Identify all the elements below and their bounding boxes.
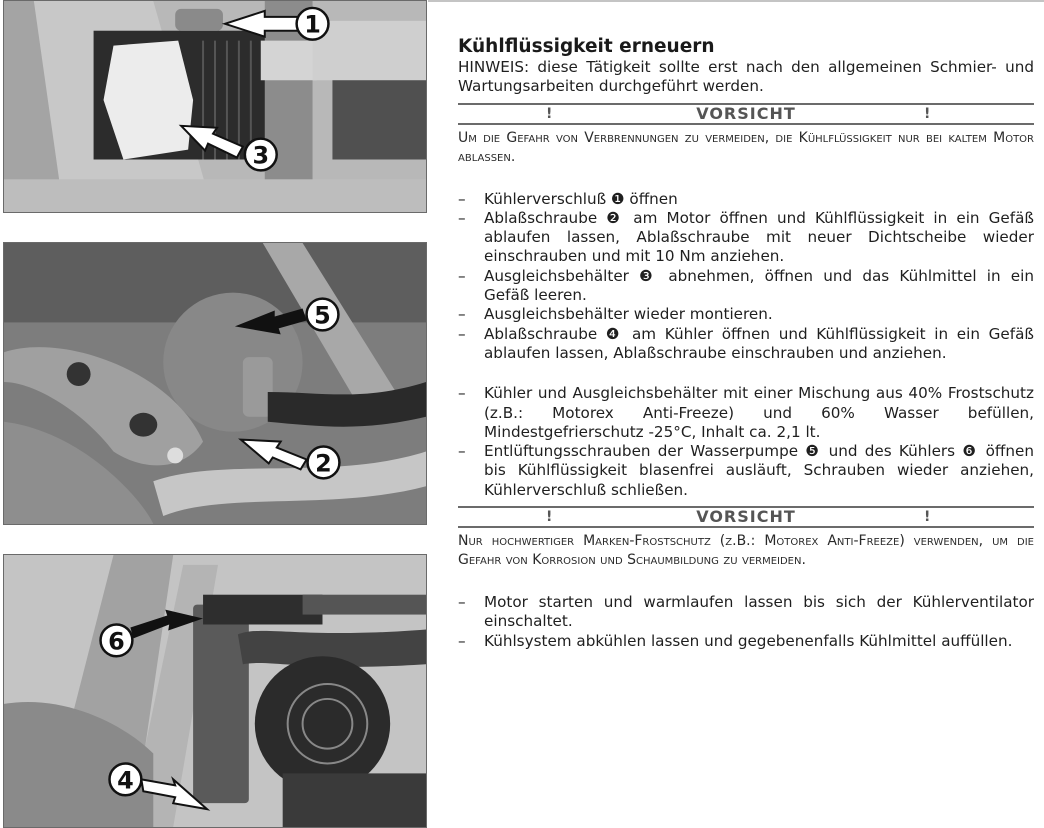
- steps-list-2: [458, 384, 1034, 500]
- dash-bullet: –: [458, 442, 466, 461]
- note-paragraph: HINWEIS: diese Tätigkeit sollte erst nach den allgemeinen Schmier- und Wartungsarbeiten durchgeführt werden.: [458, 58, 1034, 96]
- steps-list-3: [458, 593, 1034, 651]
- caution-label: VORSICHT: [696, 103, 796, 123]
- exclamation-icon: !: [924, 105, 931, 122]
- caution-banner-1: [458, 103, 1034, 125]
- list-item: – Ablaßschraube ❷ am Motor öffnen und Kühlflüssigkeit in ein Gefäß ablaufen lassen, Ablaßschraube mit neuer Dichtscheibe wieder einschrauben und mit 10 Nm anziehen.: [458, 208, 1034, 266]
- caution-text-2: Nur hochwertiger Marken-Frostschutz (z.B.: Motorex Anti-Freeze) verwenden, um die Gefahr von Korrosion und Schaumbildung zu vermeiden.: [458, 533, 1034, 569]
- list-item: – Kühler und Ausgleichsbehälter mit einer Mischung aus 40% Frostschutz (z.B.: Motorex Anti-Freeze) und 60% Wasser befüllen, Mindestgefrierschutz -25°C, Inhalt ca. 2,1 lt.: [458, 384, 1034, 441]
- radiator-fan-photo: [3, 554, 427, 828]
- steps-list-1: [458, 190, 1034, 364]
- exclamation-icon: !: [924, 509, 931, 526]
- coolant-reservoir-photo: [3, 0, 427, 213]
- svg-text:6: 6: [108, 627, 125, 656]
- exclamation-icon: !: [546, 105, 553, 122]
- instructions-column: [458, 36, 1034, 651]
- list-item: – Entlüftungsschrauben der Wasserpumpe ❺ und des Kühlers ❻ öffnen bis Kühlflüssigkeit blasenfrei ausläuft, Schrauben wieder anziehen, Kühlerverschluß schließen.: [458, 442, 1034, 499]
- exclamation-icon: !: [546, 509, 553, 526]
- dash-bullet: –: [458, 208, 466, 227]
- dash-bullet: –: [458, 266, 466, 285]
- svg-text:3: 3: [252, 141, 270, 170]
- svg-text:4: 4: [117, 766, 134, 795]
- svg-text:1: 1: [304, 10, 321, 39]
- list-item: – Ausgleichsbehälter ❸ abnehmen, öffnen und das Kühlmittel in ein Gefäß leeren.: [458, 266, 1034, 305]
- dash-bullet: –: [458, 324, 466, 343]
- list-item: – Ablaßschraube ❹ am Kühler öffnen und Kühlflüssigkeit in ein Gefäß ablaufen lassen, Ablaßschraube einschrauben und anziehen.: [458, 324, 1034, 362]
- dash-bullet: –: [458, 189, 466, 208]
- list-item: – Kühlsystem abkühlen lassen und gegebenenfalls Kühlmittel auffüllen.: [458, 631, 1013, 650]
- section-title: Kühlflüssigkeit erneuern: [458, 36, 715, 57]
- list-item: – Motor starten und warmlaufen lassen bis sich der Kühlerventilator einschaltet.: [458, 593, 1034, 631]
- dash-bullet: –: [458, 305, 466, 324]
- list-item: – Ausgleichsbehälter wieder montieren.: [458, 305, 773, 324]
- top-rule: [428, 0, 1044, 2]
- svg-text:2: 2: [315, 449, 332, 478]
- caution-banner-2: [458, 506, 1034, 528]
- dash-bullet: –: [458, 593, 466, 612]
- caution-label: VORSICHT: [696, 507, 796, 527]
- caution-text-1: Um die Gefahr von Verbrennungen zu vermeiden, die Kühlflüssigkeit nur bei kaltem Motor ablassen.: [458, 129, 1034, 165]
- engine-water-pump-photo: [3, 242, 427, 525]
- svg-text:5: 5: [314, 301, 331, 330]
- list-item: – Kühlerverschluß ❶ öffnen: [458, 189, 678, 208]
- dash-bullet: –: [458, 631, 466, 650]
- dash-bullet: –: [458, 384, 466, 403]
